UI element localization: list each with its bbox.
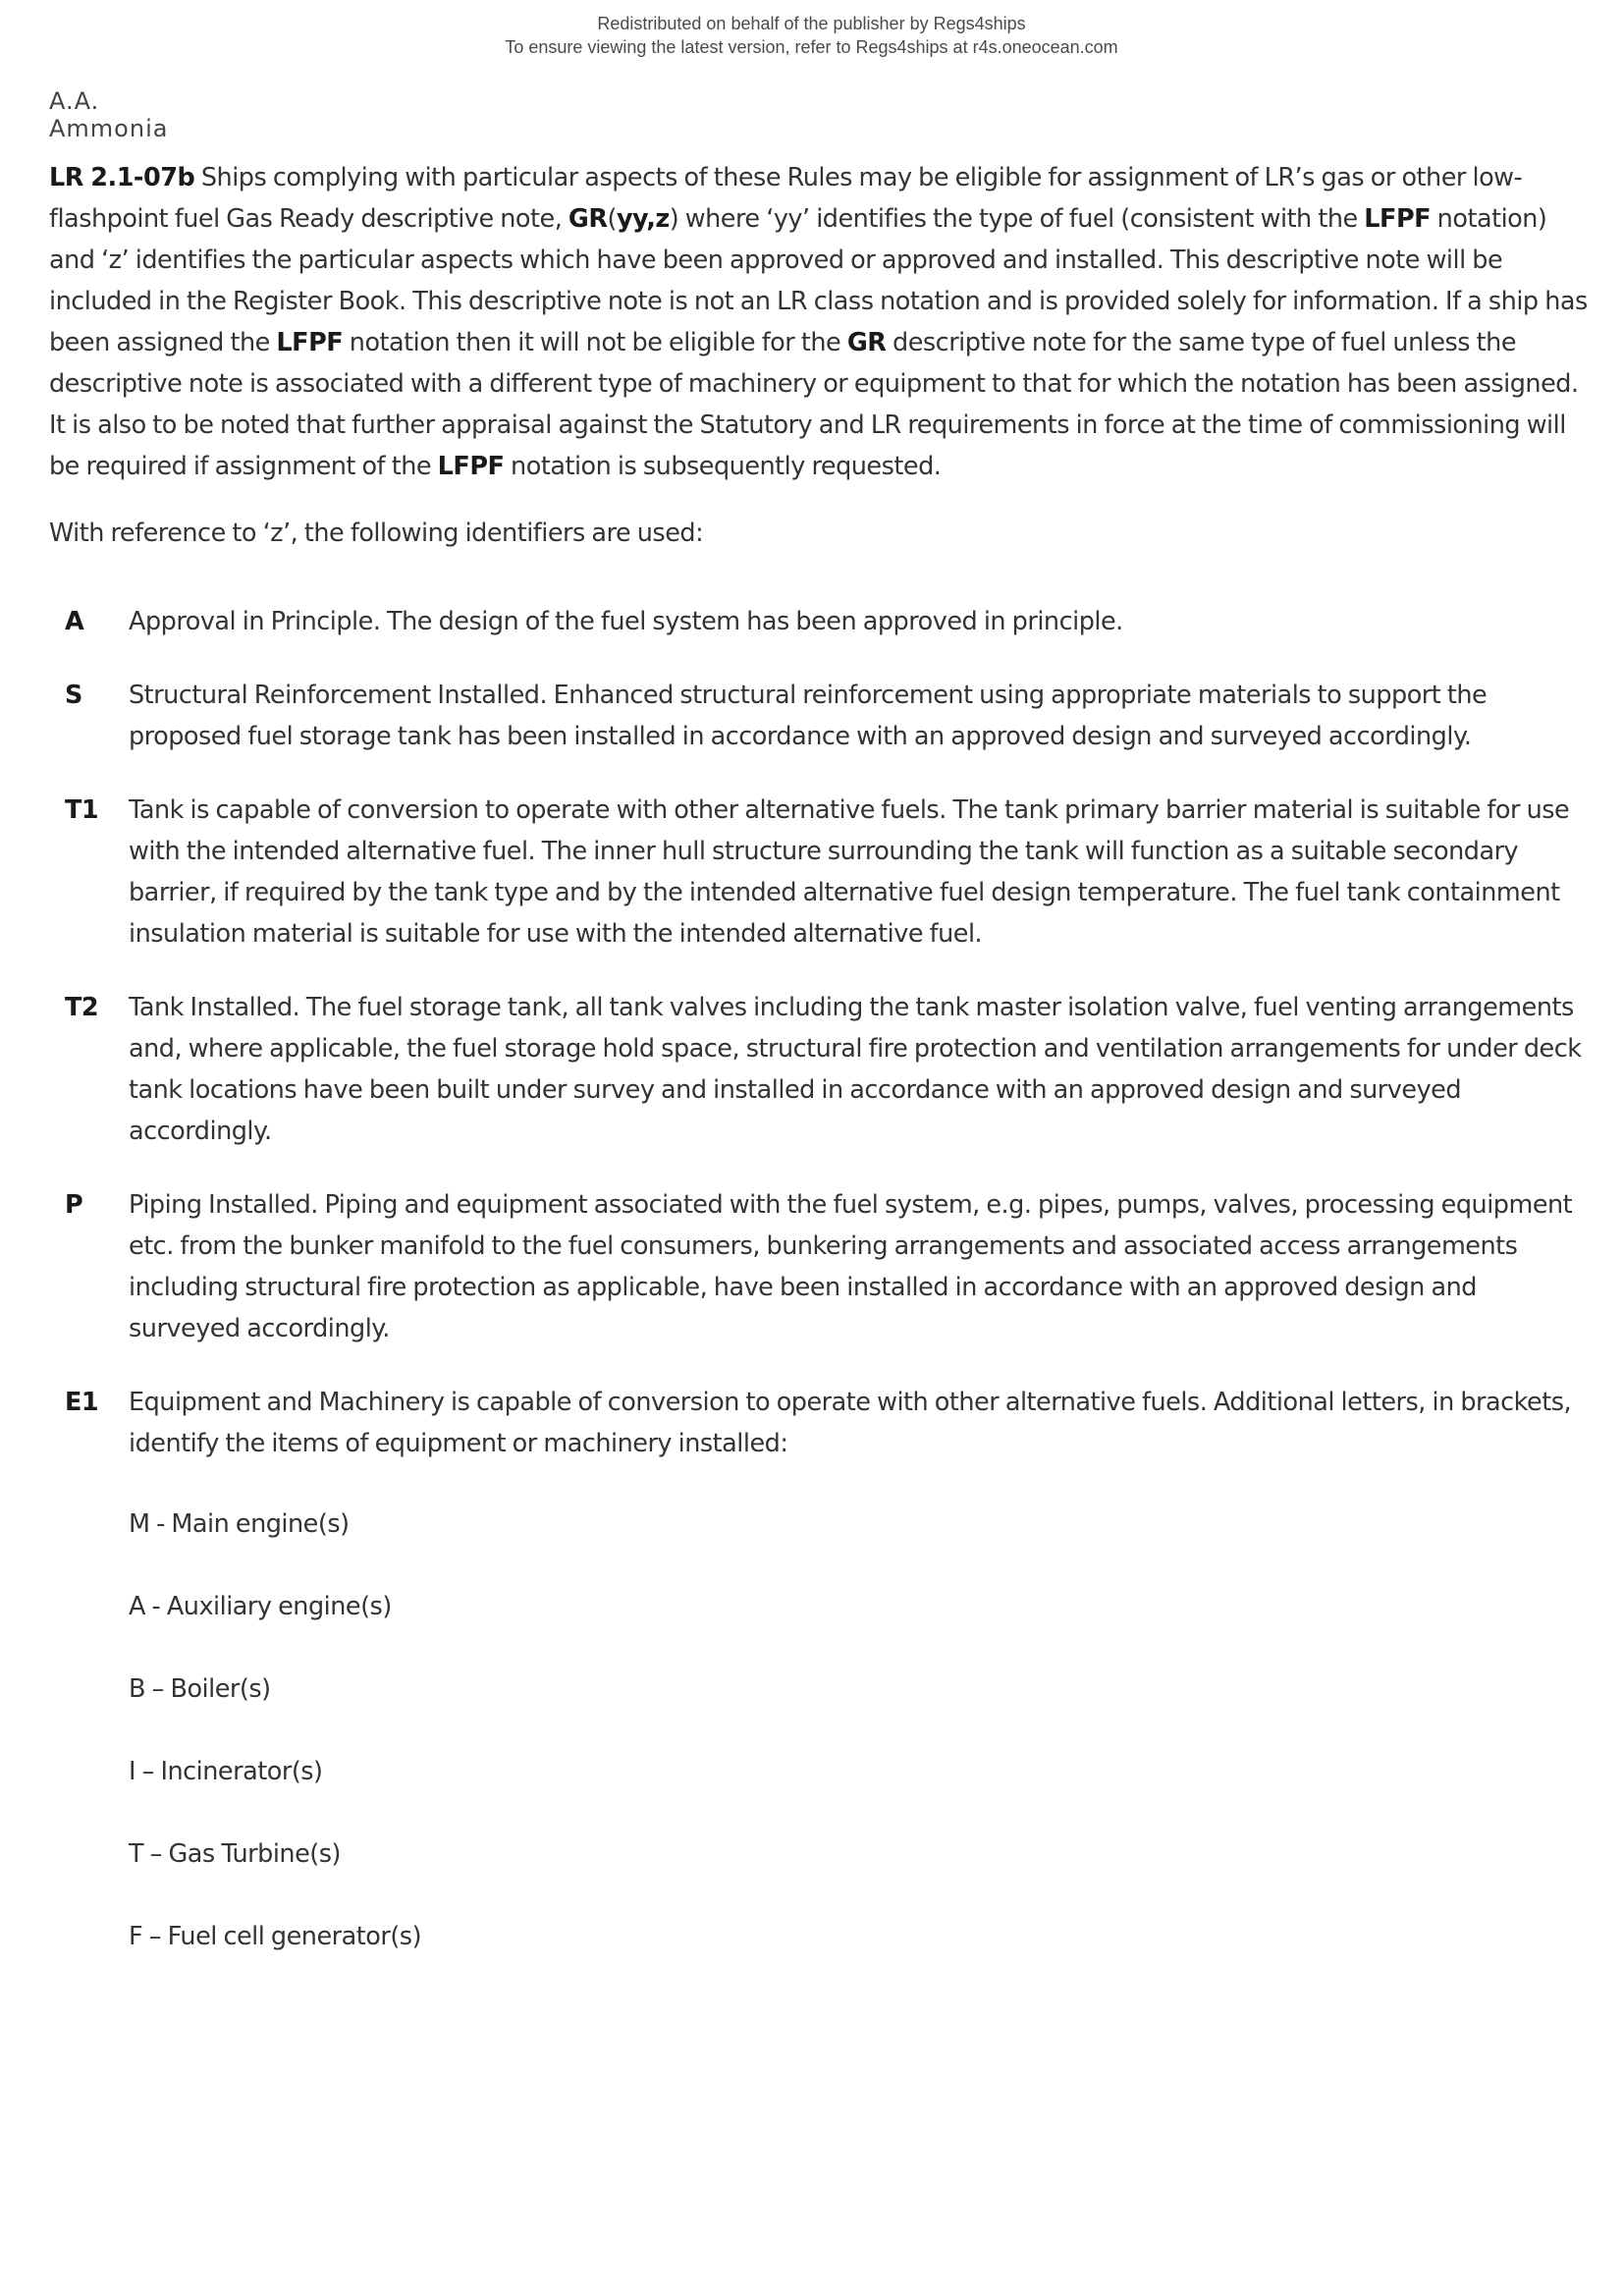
identifier-description: Structural Reinforcement Installed. Enhanced structural reinforcement using appropriate materials to support the proposed fuel storage tank has been installed in accordance with an approved design and surveyed accordingly. <box>129 681 1488 751</box>
document-body <box>49 157 1591 1998</box>
identifier-item <box>49 675 1591 757</box>
identifier-code: P <box>65 1190 83 1220</box>
equipment-letter-item: B – Boiler(s) <box>129 1674 271 1704</box>
identifier-item <box>49 1184 1591 1349</box>
identifier-description: Tank is capable of conversion to operate with other alternative fuels. The tank primary barrier material is suitable for use with the intended alternative fuel. The inner hull structure surrounding the tank will function as a suitable secondary barrier, if required by the tank type and by the intended alternative fuel design temperature. The fuel tank containment insulation material is suitable for use with the intended alternative fuel. <box>129 795 1570 949</box>
identifier-list <box>49 601 1591 1464</box>
header-line-latest-version: To ensure viewing the latest version, refer to Regs4ships at r4s.oneocean.com <box>505 37 1118 57</box>
gr-notation: GR <box>568 204 608 234</box>
identifier-code: T1 <box>65 795 99 825</box>
identifier-item <box>49 790 1591 955</box>
identifier-item <box>49 987 1591 1152</box>
lfpf-notation: LFPF <box>276 328 344 357</box>
identifier-item <box>49 1382 1591 1464</box>
identifier-item <box>49 601 1591 642</box>
rule-paragraph: LR 2.1-07b Ships complying with particular aspects of these Rules may be eligible for assignment of LR’s gas or other low-flashpoint fuel Gas Ready descriptive note, GR(yy,z) where ‘yy’ identifies the type of fuel (consistent with the LFPF notation) and ‘z’ identifies the particular aspects which have been approved or approved and installed. This descriptive note will be included in the Register Book. This descriptive note is not an LR class notation and is provided solely for information. If a ship has been assigned the LFPF notation then it will not be eligible for the GR descriptive note for the same type of fuel unless the descriptive note is associated with a different type of machinery or equipment to that for which the notation has been assigned. It is also to be noted that further appraisal against the Statutory and LR requirements in force at the time of commissioning will be required if assignment of the LFPF notation is subsequently requested. <box>49 163 1588 481</box>
identifier-code: T2 <box>65 993 99 1022</box>
equipment-letter-item: I – Incinerator(s) <box>129 1757 323 1786</box>
equipment-letter-item: M - Main engine(s) <box>129 1509 350 1539</box>
identifier-description: Piping Installed. Piping and equipment associated with the fuel system, e.g. pipes, pumps, valves, processing equipment etc. from the bunker manifold to the fuel consumers, bunkering arrangements and associated access arrangements including structural fire protection as applicable, have been installed in accordance with an approved design and surveyed accordingly. <box>129 1190 1573 1343</box>
identifier-code: A <box>65 607 84 636</box>
equipment-letter-item: T – Gas Turbine(s) <box>129 1839 341 1869</box>
lfpf-notation: LFPF <box>437 452 505 481</box>
gr-notation: GR <box>846 328 887 357</box>
header-line-publisher: Redistributed on behalf of the publisher by Regs4ships <box>597 14 1026 33</box>
equipment-letter-list <box>129 1503 1591 1957</box>
equipment-letter-item: F – Fuel cell generator(s) <box>129 1922 422 1951</box>
gr-parameters: yy,z <box>616 204 670 234</box>
rule-reference: LR 2.1-07b <box>49 163 195 192</box>
identifier-code: S <box>65 681 82 710</box>
identifier-code: E1 <box>65 1388 99 1417</box>
equipment-letter-item: A - Auxiliary engine(s) <box>129 1592 392 1621</box>
identifier-description: Approval in Principle. The design of the fuel system has been approved in principle. <box>129 607 1123 636</box>
cut-off-heading: A.A. Ammonia <box>49 87 169 142</box>
identifier-description: Tank Installed. The fuel storage tank, all tank valves including the tank master isolation valve, fuel venting arrangements and, where applicable, the fuel storage hold space, structural fire protection and ventilation arrangements for under deck tank locations have been built under survey and installed in accordance with an approved design and surveyed accordingly. <box>129 993 1582 1146</box>
identifiers-intro: With reference to ‘z’, the following identifiers are used: <box>49 519 704 548</box>
lfpf-notation: LFPF <box>1364 204 1432 234</box>
redistribution-header <box>0 12 1623 59</box>
identifier-description: Equipment and Machinery is capable of conversion to operate with other alternative fuels. Additional letters, in brackets, identify the items of equipment or machinery installed: <box>129 1388 1572 1458</box>
